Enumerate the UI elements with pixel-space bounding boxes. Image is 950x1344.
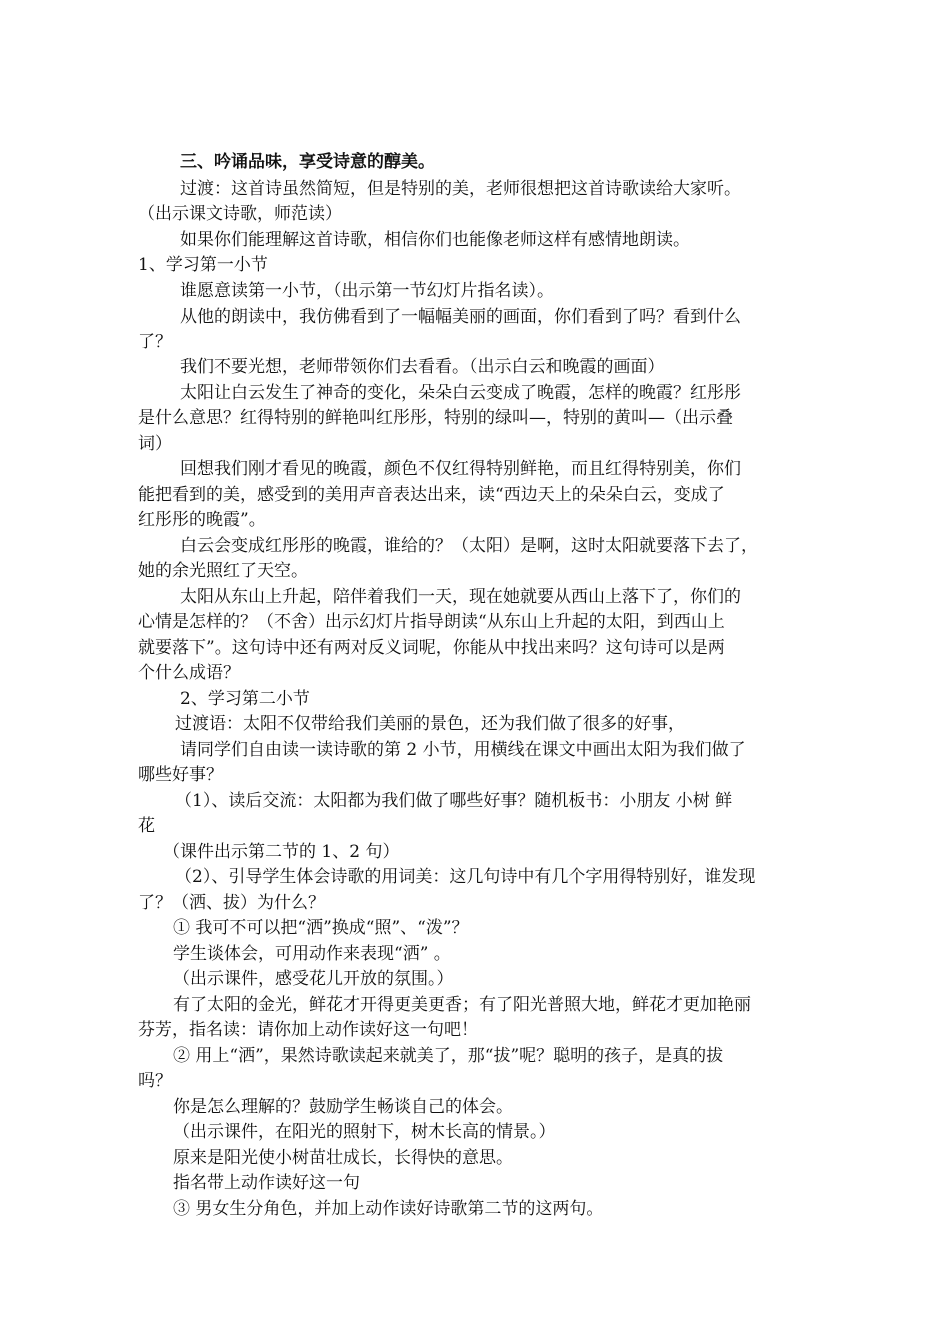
paragraph-line: 谁愿意读第一小节，（出示第一节幻灯片指名读）。 — [180, 281, 554, 301]
paragraph-line: 词） — [138, 434, 172, 454]
paragraph-line: 原来是阳光使小树苗壮成长，长得快的意思。 — [173, 1148, 513, 1168]
paragraph-line: （课件出示第二节的 1、2 句） — [163, 842, 400, 862]
paragraph-line: 花 — [138, 816, 155, 836]
paragraph-line: 过渡语：太阳不仅带给我们美丽的景色，还为我们做了很多的好事， — [175, 714, 685, 734]
paragraph-line: （1）、读后交流：太阳都为我们做了哪些好事？随机板书：小朋友 小树 鲜 — [175, 791, 733, 811]
list-item: ③ 男女生分角色，并加上动作读好诗歌第二节的这两句。 — [173, 1199, 604, 1219]
paragraph-line: 太阳让白云发生了神奇的变化，朵朵白云变成了晚霞，怎样的晚霞？红彤彤 — [180, 383, 741, 403]
paragraph-line: 个什么成语？ — [138, 663, 240, 683]
paragraph-line: 如果你们能理解这首诗歌，相信你们也能像老师这样有感情地朗读。 — [180, 230, 690, 250]
paragraph-line: 过渡：这首诗虽然简短，但是特别的美，老师很想把这首诗歌读给大家听。 — [180, 179, 741, 199]
paragraph-line: 她的余光照红了天空。 — [138, 561, 308, 581]
list-item: ② 用上“洒”，果然诗歌读起来就美了，那“拔”呢？聪明的孩子，是真的拔 — [173, 1046, 724, 1066]
paragraph-line: （出示课文诗歌，师范读） — [138, 204, 342, 224]
paragraph-line: （出示课件，感受花儿开放的氛围。） — [173, 969, 454, 989]
paragraph-line: 哪些好事？ — [138, 765, 223, 785]
paragraph-line: 是什么意思？红得特别的鲜艳叫红彤彤，特别的绿叫—，特别的黄叫—（出示叠 — [138, 408, 733, 428]
paragraph-line: 红彤彤的晚霞”。 — [138, 510, 266, 530]
paragraph-line: 芬芳，指名读：请你加上动作读好这一句吧！ — [138, 1020, 478, 1040]
paragraph-line: 回想我们刚才看见的晚霞，颜色不仅红得特别鲜艳，而且红得特别美，你们 — [180, 459, 741, 479]
paragraph-line: 了？ — [138, 332, 172, 352]
paragraph-line: 了？（洒、拔）为什么？ — [138, 893, 325, 913]
paragraph-line: 白云会变成红彤彤的晚霞，谁给的？（太阳）是啊，这时太阳就要落下去了， — [180, 536, 758, 556]
paragraph-line: 你是怎么理解的？鼓励学生畅谈自己的体会。 — [173, 1097, 513, 1117]
paragraph-line: 有了太阳的金光，鲜花才开得更美更香；有了阳光普照大地，鲜花才更加艳丽 — [173, 995, 751, 1015]
paragraph-line: 吗？ — [138, 1071, 172, 1091]
subsection-heading: 1、学习第一小节 — [138, 255, 268, 275]
paragraph-line: 指名带上动作读好这一句 — [173, 1173, 360, 1193]
paragraph-line: （出示课件，在阳光的照射下，树木长高的情景。） — [173, 1122, 556, 1142]
list-item: ① 我可不可以把“洒”换成“照”、“泼”？ — [173, 918, 469, 938]
subsection-heading: 2、学习第二小节 — [180, 689, 310, 709]
paragraph-line: 从他的朗读中，我仿佛看到了一幅幅美丽的画面，你们看到了吗？看到什么 — [180, 307, 741, 327]
paragraph-line: 我们不要光想，老师带领你们去看看。（出示白云和晚霞的画面） — [180, 357, 665, 377]
paragraph-line: 请同学们自由读一读诗歌的第 2 小节，用横线在课文中画出太阳为我们做了 — [180, 740, 746, 760]
section-heading: 三、吟诵品味，享受诗意的醇美。 — [180, 152, 435, 172]
paragraph-line: 能把看到的美，感受到的美用声音表达出来，读“西边天上的朵朵白云，变成了 — [138, 485, 725, 505]
paragraph-line: 心情是怎样的？（不舍）出示幻灯片指导朗读“从东山上升起的太阳，到西山上 — [138, 612, 725, 632]
paragraph-line: 太阳从东山上升起，陪伴着我们一天，现在她就要从西山上落下了，你们的 — [180, 587, 741, 607]
paragraph-line: 就要落下”。这句诗中还有两对反义词呢，你能从中找出来吗？这句诗可以是两 — [138, 638, 725, 658]
paragraph-line: （2）、引导学生体会诗歌的用词美：这几句诗中有几个字用得特别好，谁发现 — [175, 867, 756, 887]
paragraph-line: 学生谈体会，可用动作来表现“洒” 。 — [173, 944, 451, 964]
